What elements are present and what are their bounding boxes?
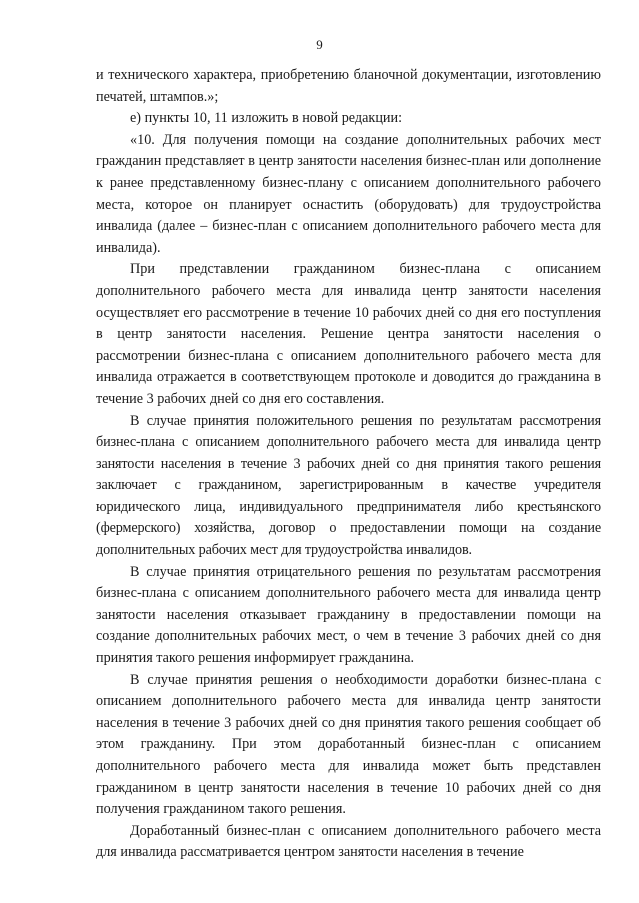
paragraph-revised-plan: Доработанный бизнес-план с описанием дополнительного рабочего места для инвалида рассматривается центром занятости населения в течение (96, 822, 601, 861)
paragraph-positive-decision: В случае принятия положительного решения по результатам рассмотрения бизнес-плана с описанием дополнительного рабочего места для инвалида центр занятости населения в течение 3 рабочих дней со дня принятия такого решения заключает с гражданином, зарегистрированным в качестве учредителя юридического лица, индивидуального предпринимателя либо крестьянского (фермерского) хозяйства, договор о предоставлении помощи на создание дополнительных рабочих мест для трудоустройства инвалидов. (96, 412, 601, 559)
paragraph-revision-decision: В случае принятия решения о необходимости доработки бизнес-плана с описанием дополнительного рабочего места для инвалида центр занятости населения в течение 3 рабочих дней со дня принятия такого решения сообщает об этом гражданину. При этом доработанный бизнес-план с описанием дополнительного рабочего места для инвалида может быть представлен гражданином в центр занятости населения в течение 10 рабочих дней со дня получения гражданином такого решения. (96, 671, 601, 818)
page-number: 9 (316, 37, 323, 52)
paragraph-item-10: «10. Для получения помощи на создание дополнительных рабочих мест гражданин представляет в центр занятости населения бизнес-план или дополнение к ранее представленному бизнес-плану с описанием дополнительного рабочего места, которое он планирует оснастить (оборудовать) для трудоустройства инвалида (далее – бизнес-план с описанием дополнительного рабочего места для инвалида). (96, 131, 601, 256)
document-body (96, 65, 601, 864)
paragraph-amendment-e: е) пункты 10, 11 изложить в новой редакции: (130, 110, 403, 127)
paragraph-negative-decision: В случае принятия отрицательного решения по результатам рассмотрения бизнес-плана с описанием дополнительного рабочего места для инвалида центр занятости населения отказывает гражданину в предоставлении помощи на создание дополнительных рабочих мест, о чем в течение 3 рабочих дней со дня принятия такого решения информирует гражданина. (96, 563, 601, 667)
paragraph-business-plan-review: При представлении гражданином бизнес-плана с описанием дополнительного рабочего места для инвалида центр занятости населения осуществляет его рассмотрение в течение 10 рабочих дней со дня его поступления в центр занятости населения. Решение центра занятости населения о рассмотрении бизнес-плана с описанием дополнительного рабочего места для инвалида отражается в соответствующем протоколе и доводится до гражданина в течение 3 рабочих дней со дня его составления. (96, 261, 601, 407)
paragraph-continuation: и технического характера, приобретению бланочной документации, изготовлению печатей, штампов.»; (96, 67, 601, 105)
